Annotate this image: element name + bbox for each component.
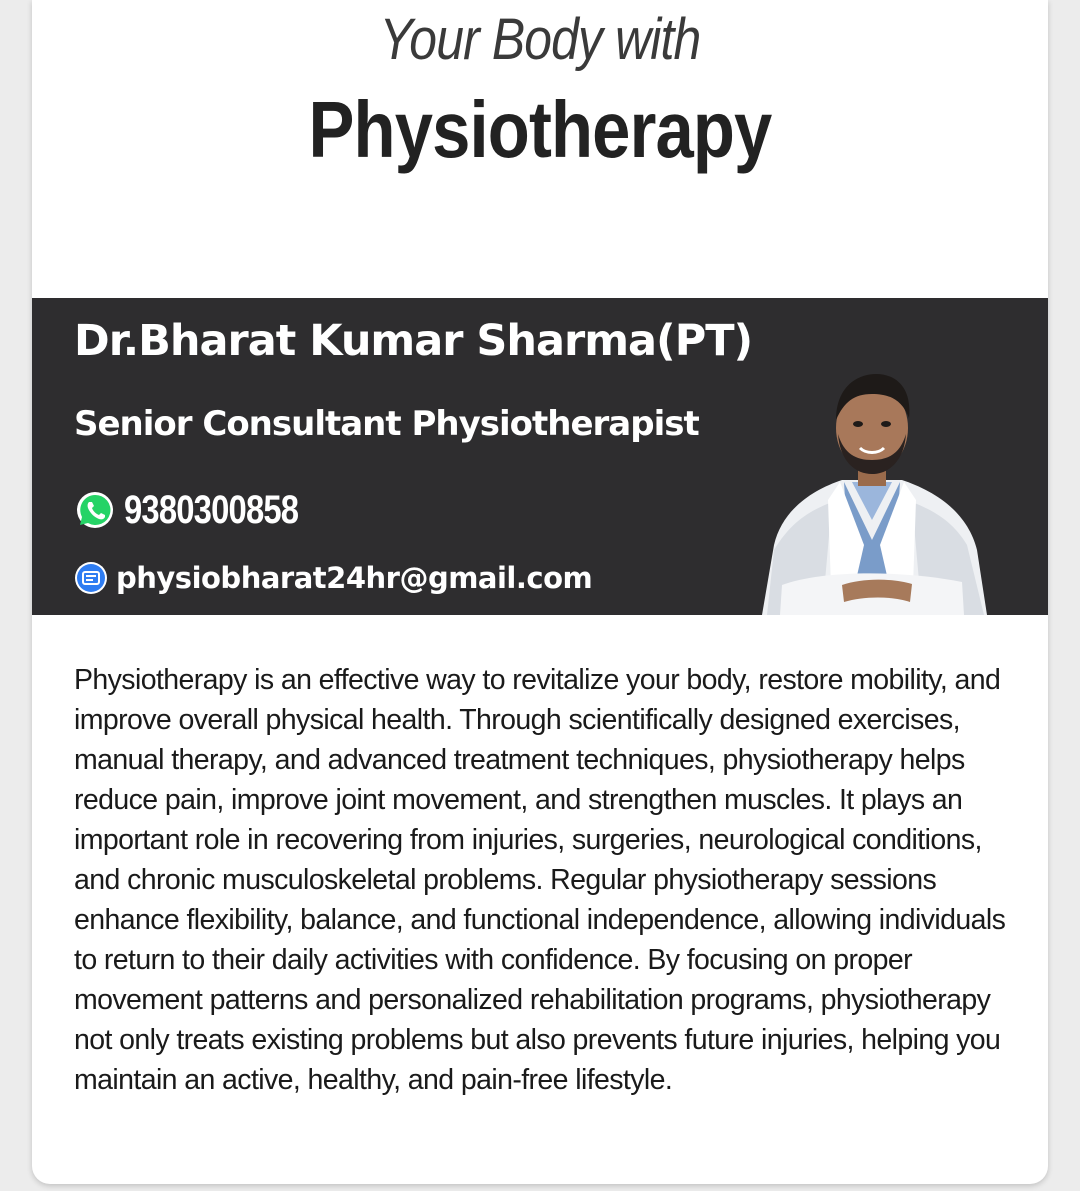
email-address: physiobharat24hr@gmail.com [116, 561, 593, 595]
phone-row[interactable] [74, 488, 336, 532]
whatsapp-icon [74, 489, 116, 531]
doctor-title: Senior Consultant Physiotherapist [74, 404, 699, 444]
doctor-portrait [752, 370, 992, 615]
email-row[interactable] [74, 558, 592, 598]
post-card [32, 0, 1048, 1184]
doctor-name: Dr.Bharat Kumar Sharma(PT) [74, 316, 753, 366]
mail-icon [74, 561, 108, 595]
profile-banner [32, 298, 1048, 615]
phone-number: 9380300858 [124, 487, 299, 532]
description-text: Physiotherapy is an effective way to revitalize your body, restore mobility, and improve overall physical health. Through scientifically designed exercises, manual therapy, and advanced treatment techniques, physiotherapy helps reduce pain, improve joint movement, and strengthen muscles. It plays an important role in recovering from injuries, surgeries, neurological conditions, and chronic musculoskeletal problems. Regular physiotherapy sessions enhance flexibility, balance, and functional independence, allowing individuals to return to their daily activities with confidence. By focusing on proper movement patterns and personalized rehabilitation programs, physiotherapy not only treats existing problems but also prevents future injuries, helping you maintain an active, healthy, and pain-free lifestyle. [74, 664, 1006, 1096]
headline-line-2: Physiotherapy [308, 85, 772, 174]
headline [32, 0, 1048, 298]
headline-line-1: Your Body with [379, 7, 701, 72]
